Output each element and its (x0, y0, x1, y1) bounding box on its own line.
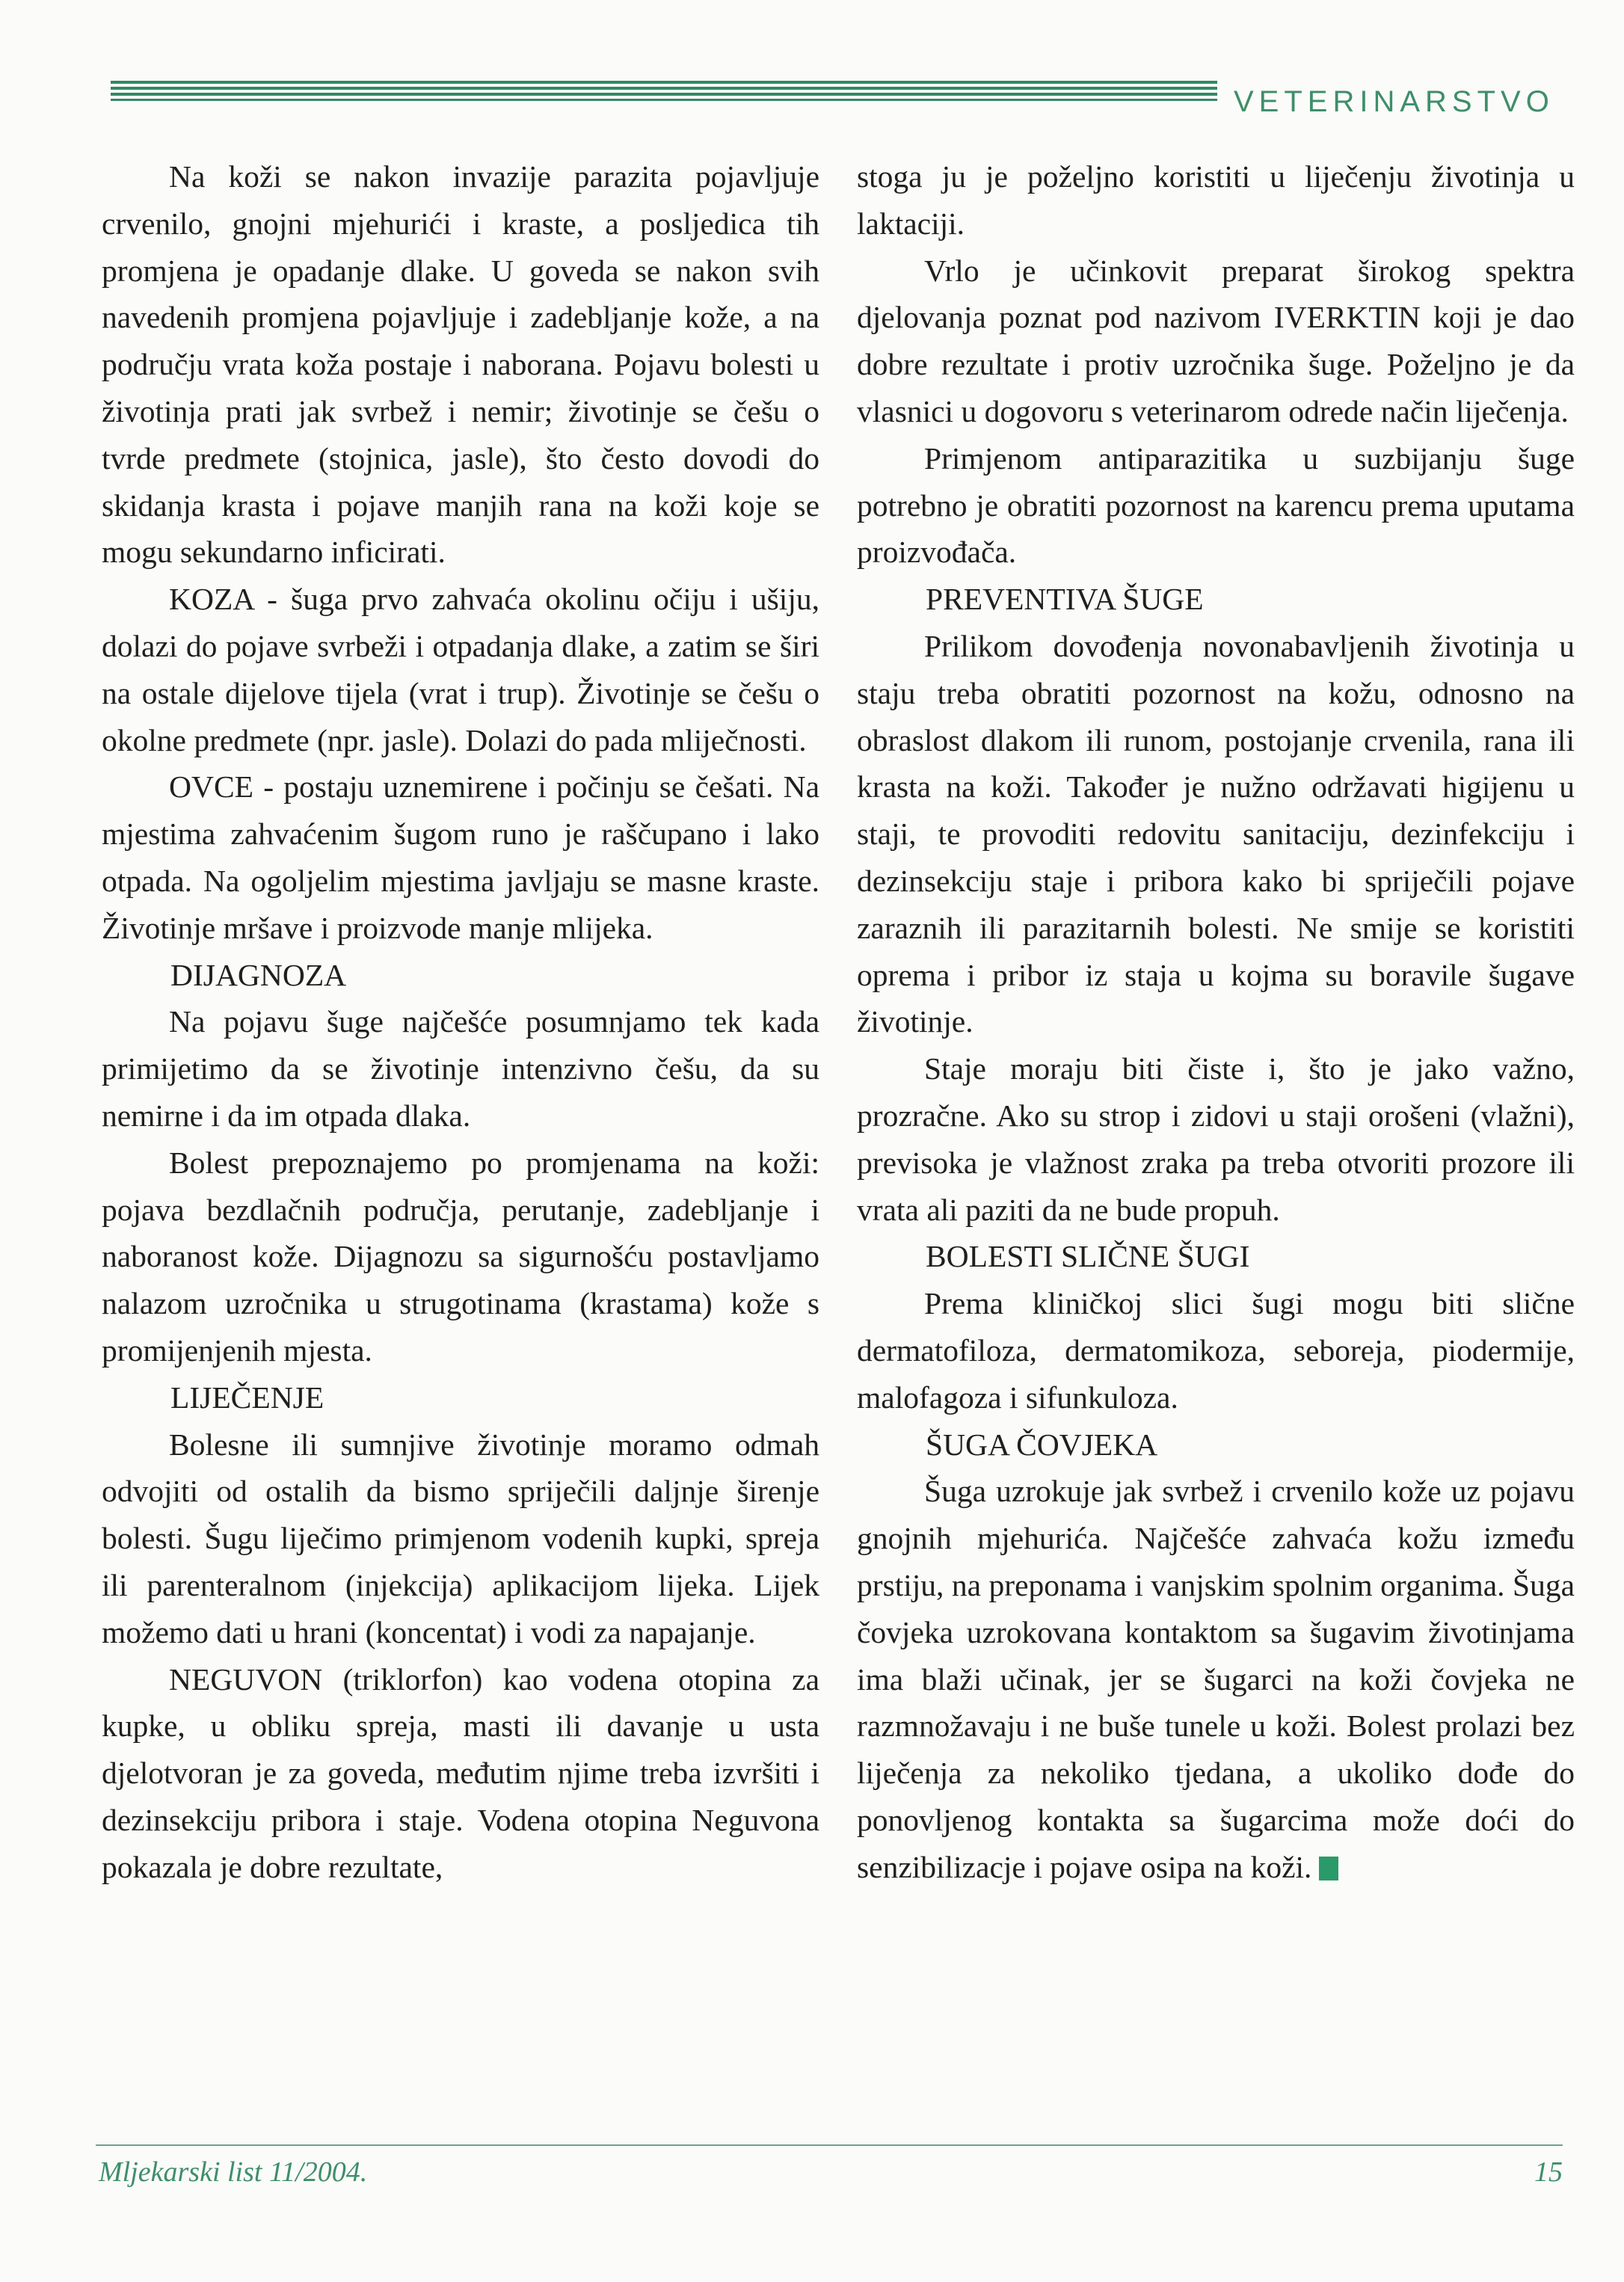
paragraph (102, 1140, 819, 1374)
paragraph (857, 153, 1575, 247)
page-number: 15 (1534, 2156, 1563, 2188)
header-rule (111, 87, 1217, 90)
heading-text: LIJEČENJE (170, 1380, 325, 1415)
paragraph-text: OVCE - postaju uznemirene i počinju se češati. Na mjestima zahvaćenim šugom runo je raščupano i lako otpada. Na ogoljelim mjestima javljaju se masne kraste. Životinje mršave i proizvode manje mlijeka. (102, 769, 819, 945)
section-heading (857, 1421, 1575, 1468)
paragraph-text: Šuga uzrokuje jak svrbež i crvenilo kože uz pojavu gnojnih mjehurića. Najčešće zahvaća kožu između prstiju, na preponama i vanjskim spolnim organima. Šuga čovjeka uzrokovana kontaktom sa šugavim životinjama ima blaži učinak, jer se šugarci na koži čovjeka ne razmnožavaju i ne buše tunele u koži. Bolest prolazi bez liječenja za nekoliko tjedana, a ukoliko dođe do ponovljenog kontakta sa šugarcima može doći do senzibilizacje i pojave osipa na koži. (857, 1474, 1575, 1884)
paragraph-text: NEGUVON (triklorfon) kao vodena otopina za kupke, u obliku spreja, masti ili davanje u usta djelotvoran je za goveda, međutim njime treba izvršiti i dezinsekciju pribora i staje. Vodena otopina Neguvona pokazala je dobre rezultate, (102, 1661, 819, 1884)
footer-rule (96, 2144, 1563, 2146)
paragraph (102, 998, 819, 1139)
heading-text: ŠUGA ČOVJEKA (926, 1427, 1158, 1462)
paragraph-text: Bolesne ili sumnjive životinje moramo odmah odvojiti od ostalih da bismo spriječili daljnje širenje bolesti. Šugu liječimo primjenom vodenih kupki, spreja ili parenteralnom (injekcija) aplikacijom lijeka. Lijek možemo dati u hrani (koncentat) i vodi za napajanje. (102, 1427, 819, 1649)
paragraph-text: Na pojavu šuge najčešće posumnjamo tek kada primijetimo da se životinje intenzivno češu, da su nemirne i da im otpada dlaka. (102, 1004, 819, 1133)
section-heading (102, 1374, 819, 1421)
paragraph (102, 1656, 819, 1891)
paragraph-text: Prema kliničkoj slici šugi mogu biti slične dermatofiloza, dermatomikoza, seboreja, piodermije, malofagoza i sifunkuloza. (857, 1286, 1575, 1415)
heading-text: DIJAGNOZA (170, 957, 347, 992)
paragraph (102, 763, 819, 951)
header-rule (111, 93, 1217, 96)
end-of-article-mark (1319, 1857, 1338, 1880)
header-rule (111, 81, 1217, 84)
paragraph (857, 247, 1575, 435)
paragraph-text: KOZA - šuga prvo zahvaća okolinu očiju i ušiju, dolazi do pojave svrbeži i otpadanja dlake, a zatim se širi na ostale dijelove tijela (vrat i trup). Životinje se češu o okolne predmete (npr. jasle). Dolazi do pada mliječnosti. (102, 582, 819, 757)
paragraph (857, 623, 1575, 1045)
paragraph-text: Primjenom antiparazitika u suzbijanju šuge potrebno je obratiti pozornost na karencu prema uputama proizvođača. (857, 440, 1575, 570)
paragraph (857, 1468, 1575, 1890)
paragraph (857, 1045, 1575, 1233)
paragraph (102, 1421, 819, 1656)
section-heading (857, 576, 1575, 623)
paragraph-text: stoga ju je poželjno koristiti u liječenju životinja u laktaciji. (857, 159, 1575, 241)
footer-publication: Mljekarski list 11/2004. (99, 2156, 368, 2188)
paragraph (857, 435, 1575, 576)
section-title: VETERINARSTVO (1234, 85, 1554, 118)
right-column (857, 153, 1575, 1890)
heading-text: PREVENTIVA ŠUGE (926, 582, 1204, 617)
header-rule (111, 99, 1217, 101)
paragraph-text: Bolest prepoznajemo po promjenama na koži: pojava bezdlačnih područja, perutanje, zadebljanje i naboranost kože. Dijagnozu sa sigurnošću postavljamo nalazom uzročnika u strugotinama (krastama) kože s promijenjenih mjesta. (102, 1145, 819, 1368)
heading-text: BOLESTI SLIČNE ŠUGI (926, 1239, 1250, 1274)
section-heading (857, 1233, 1575, 1280)
paragraph (102, 153, 819, 576)
paragraph-text: Na koži se nakon invazije parazita pojavljuje crvenilo, gnojni mjehurići i kraste, a posljedica tih promjena je opadanje dlake. U goveda se nakon svih navedenih promjena pojavljuje i zadebljanje kože, a na području vrata koža postaje i naborana. Pojavu bolesti u životinja prati jak svrbež i nemir; životinje se češu o tvrde predmete (stojnica, jasle), što često dovodi do skidanja krasta i pojave manjih rana na koži koje se mogu sekundarno inficirati. (102, 159, 819, 570)
paragraph-text: Staje moraju biti čiste i, što je jako važno, prozračne. Ako su strop i zidovi u staji orošeni (vlažni), previsoka je vlažnost zraka pa treba otvoriti prozore ili vrata ali paziti da ne bude propuh. (857, 1051, 1575, 1227)
paragraph (102, 576, 819, 763)
paragraph-text: Prilikom dovođenja novonabavljenih životinja u staju treba obratiti pozornost na kožu, odnosno na obraslost dlakom ili runom, postojanje crvenila, rana ili krasta na koži. Također je nužno održavati higijenu u staji, te provoditi redovitu sanitaciju, dezinfekciju i dezinsekciju staje i pribora kako bi spriječili pojave zaraznih ili parazitarnih bolesti. Ne smije se koristiti oprema i pribor iz staja u kojma su boravile šugave životinje. (857, 628, 1575, 1039)
section-heading (102, 952, 819, 999)
paragraph-text: Vrlo je učinkovit preparat širokog spektra djelovanja poznat pod nazivom IVERKTIN koji je dao dobre rezultate i protiv uzročnika šuge. Poželjno je da vlasnici u dogovoru s veterinarom odrede način liječenja. (857, 253, 1575, 428)
left-column (102, 153, 819, 1890)
paragraph (857, 1280, 1575, 1421)
